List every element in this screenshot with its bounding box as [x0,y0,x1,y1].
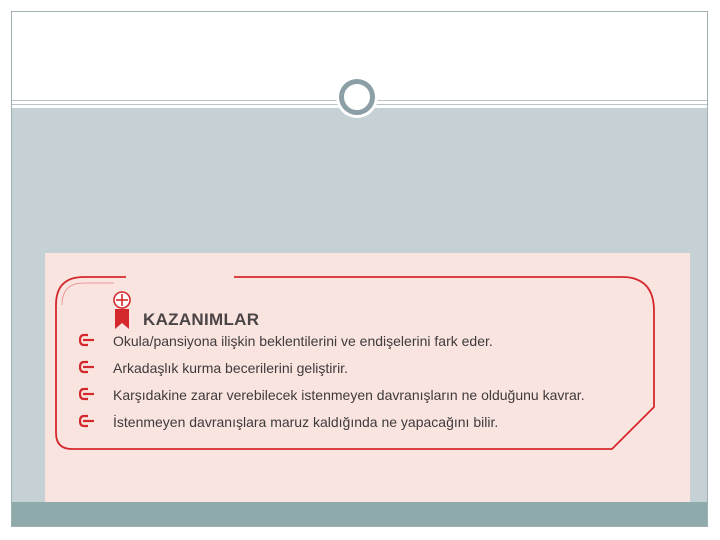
slide-frame [11,11,708,527]
kazanimlar-image [45,253,690,517]
kazanim-text: İstenmeyen davranışlara maruz kaldığında ne yapacağını bilir. [113,414,499,430]
slide-content-area [12,108,707,502]
kazanim-text: Arkadaşlık kurma becerilerini geliştirir. [113,360,348,376]
circle-ornament-icon [339,79,375,115]
list-item [79,333,585,360]
ribbon-plus-icon [111,289,133,331]
arrow-bullet-icon [79,333,95,347]
kazanim-text: Okula/pansiyona ilişkin beklentilerini ve endişelerini fark eder. [113,333,493,349]
arrow-bullet-icon [79,387,95,401]
list-item [79,360,585,387]
list-item [79,387,585,414]
arrow-bullet-icon [79,360,95,374]
arrow-bullet-icon [79,414,95,428]
kazanimlar-list [79,333,585,441]
list-item [79,414,585,441]
kazanimlar-heading: KAZANIMLAR [143,310,260,329]
kazanimlar-box [54,275,658,451]
slide-footer-band [12,502,707,526]
kazanim-text: Karşıdakine zarar verebilecek istenmeyen davranışların ne olduğunu kavrar. [113,387,585,403]
